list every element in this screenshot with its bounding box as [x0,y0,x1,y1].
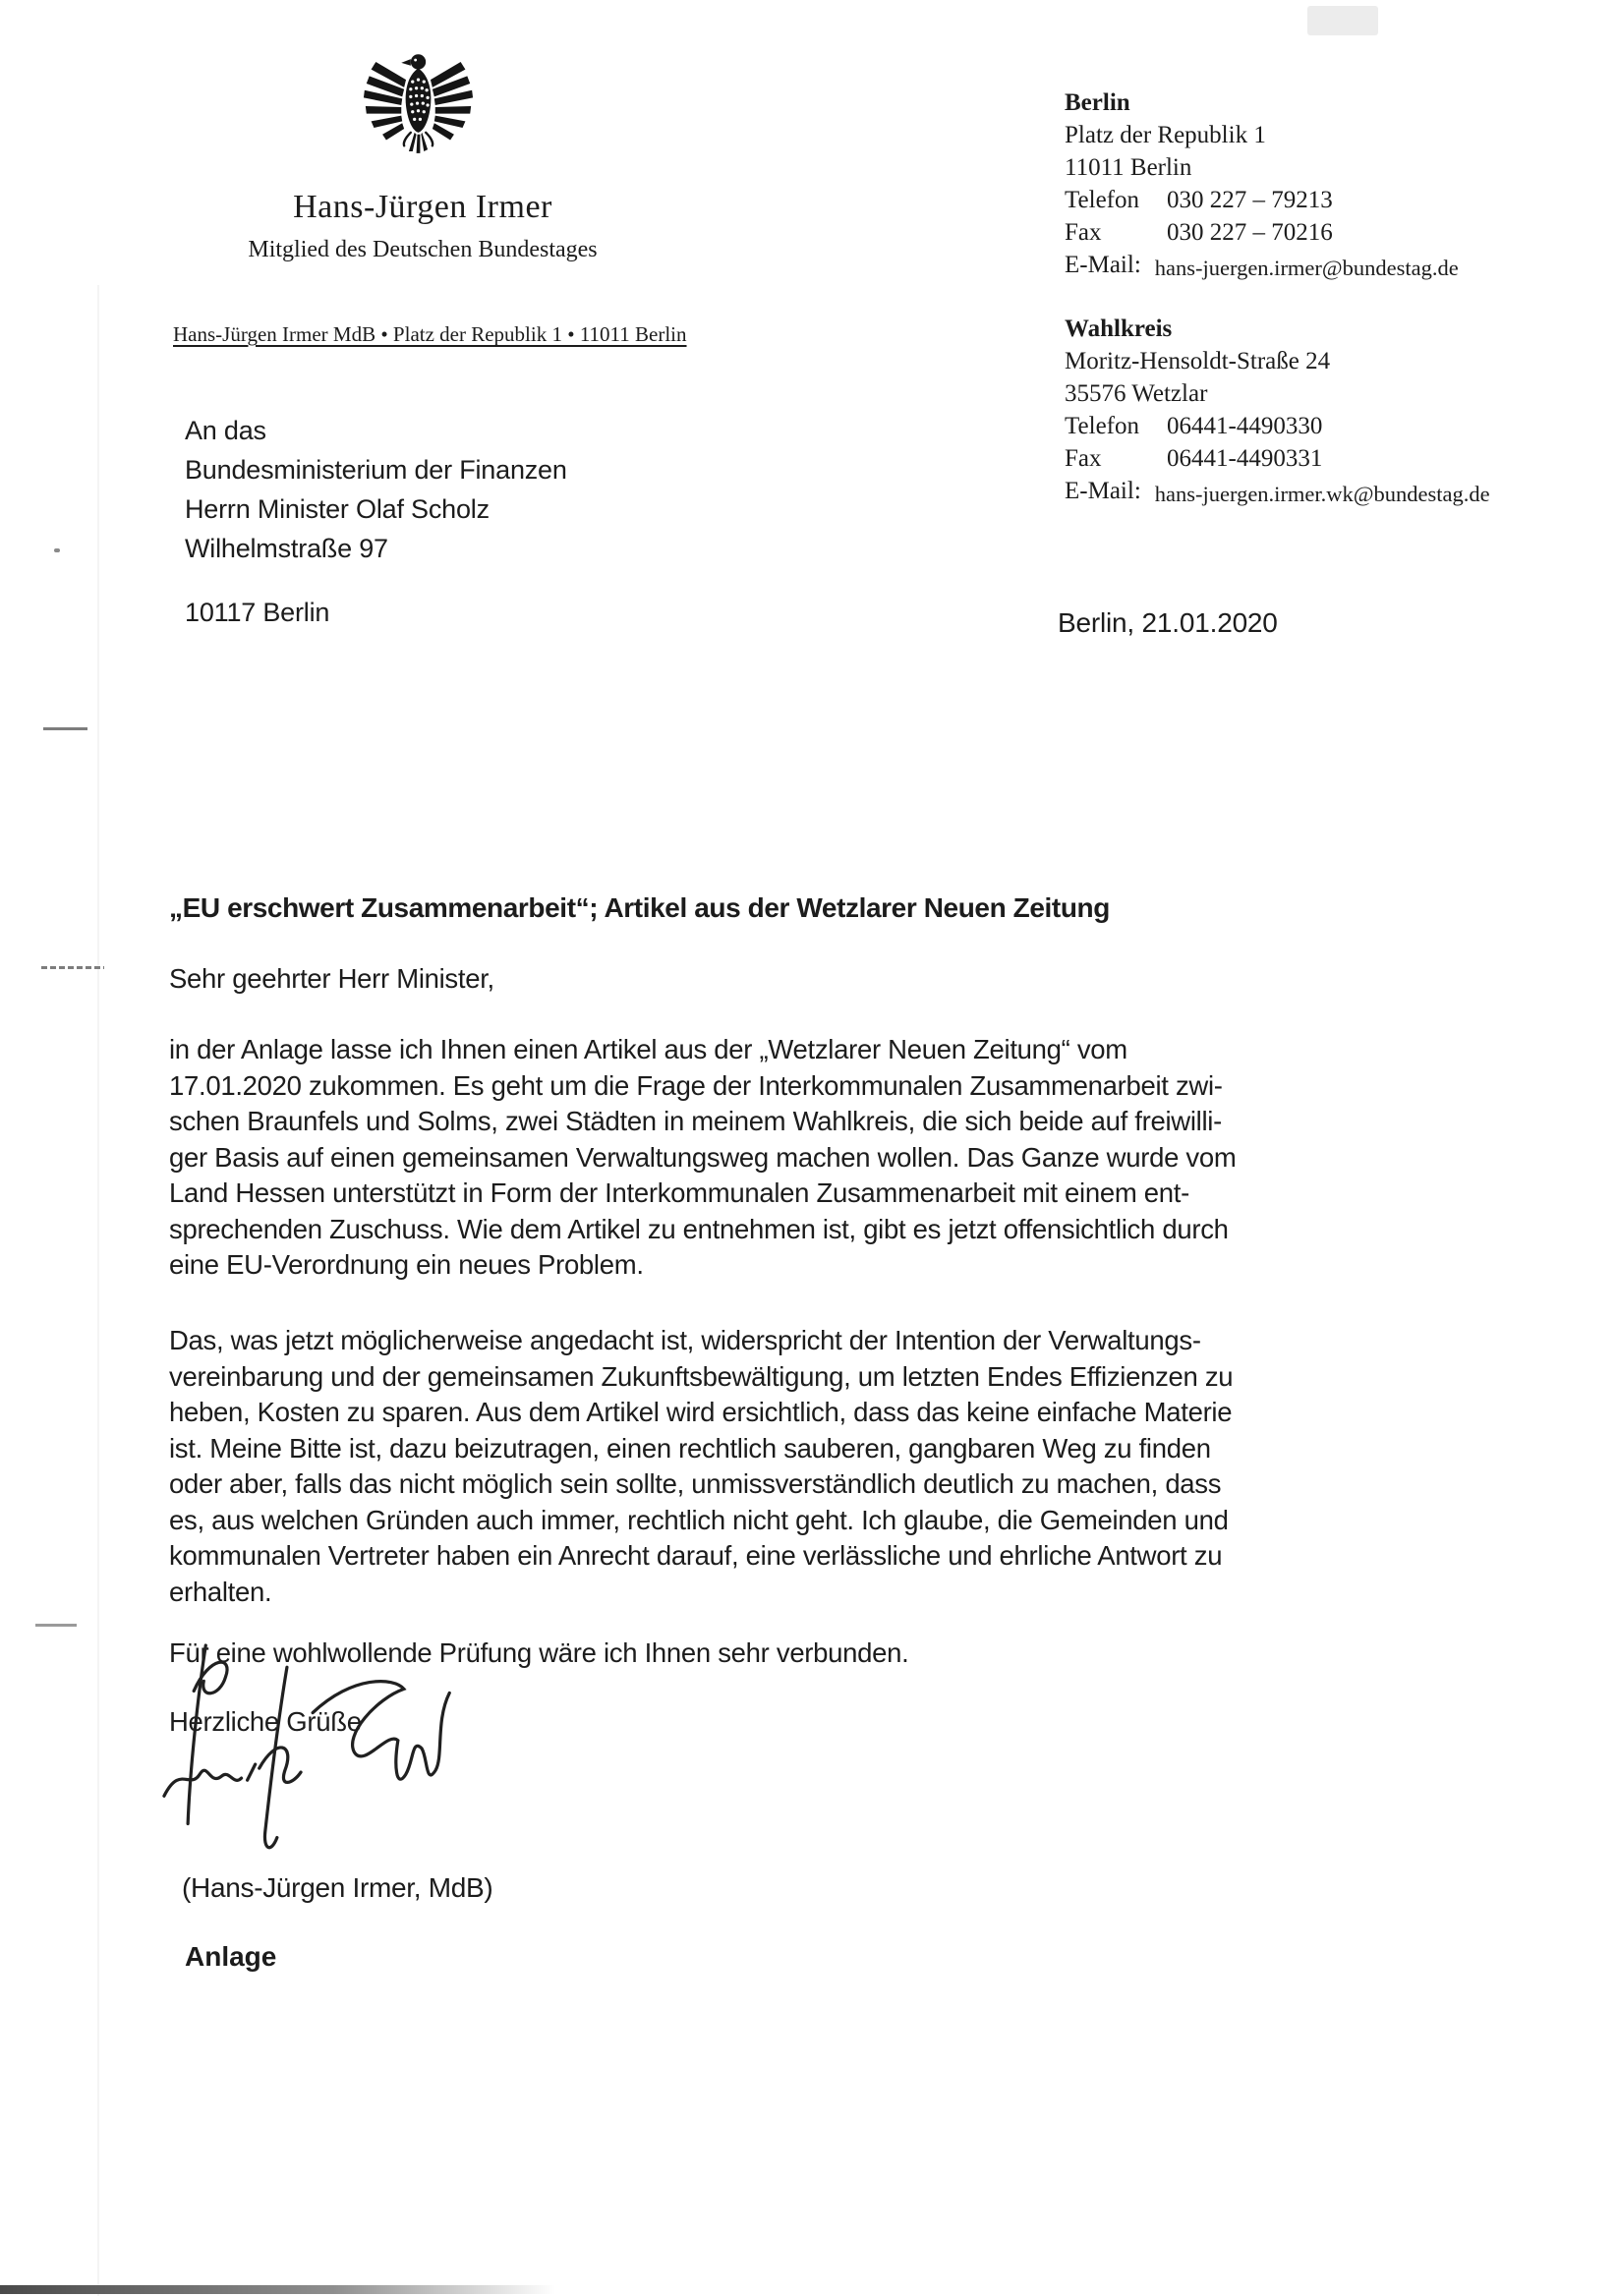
sender-name: Hans-Jürgen Irmer [293,189,552,225]
scan-artifact-bottom-bar [0,2285,555,2294]
signer-name-line: (Hans-Jürgen Irmer, MdB) [182,1872,493,1903]
recipient-line: Herrn Minister Olaf Scholz [185,494,490,524]
email-value: hans-juergen.irmer@bundestag.de [1154,256,1459,280]
contact-wahlkreis-heading: Wahlkreis [1065,316,1173,342]
body-line: 17.01.2020 zukommen. Es geht um die Frage der Interkommunalen Zusammenarbeit zwi- [169,1069,1223,1101]
fold-mark [43,727,87,730]
phone-value: 06441-4490330 [1167,413,1323,439]
fold-mark [41,966,104,969]
fax-value: 030 227 – 70216 [1167,219,1333,246]
email-value: hans-juergen.irmer.wk@bundestag.de [1154,482,1490,506]
greeting-line: Herzliche Grüße [169,1706,362,1737]
fold-mark [35,1624,77,1627]
recipient-address [185,411,567,632]
fax-value: 06441-4490331 [1167,445,1323,472]
body-line: sprechenden Zuschuss. Wie dem Artikel zu entnehmen ist, gibt es jetzt offensichtlich durch [169,1213,1229,1244]
salutation: Sehr geehrter Herr Minister, [169,963,494,994]
phone-label: Telefon [1065,413,1139,439]
fold-mark [54,548,60,552]
body-paragraph-2 [169,1323,1233,1610]
contact-berlin-heading: Berlin [1065,89,1130,116]
body-line: es, aus welchen Gründen auch immer, rechtlich nicht geht. Ich glaube, die Gemeinden und [169,1504,1229,1535]
body-line: kommunalen Vertreter haben ein Anrecht darauf, eine verlässliche und ehrliche Antwort zu [169,1540,1223,1571]
body-line: Land Hessen unterstützt in Form der Interkommunalen Zusammenarbeit mit einem ent- [169,1177,1189,1208]
bundestag-eagle-icon [362,41,475,171]
scan-artifact-vertical-line [97,285,99,2296]
phone-value: 030 227 – 79213 [1167,187,1333,213]
contact-wahlkreis-street: Moritz-Hensoldt-Straße 24 [1065,348,1331,374]
email-label: E-Mail: [1065,478,1141,504]
date-line: Berlin, 21.01.2020 [1058,607,1278,638]
scan-artifact-smudge [1307,6,1378,35]
recipient-city: 10117 Berlin [185,598,330,627]
body-line: schen Braunfels und Solms, zwei Städten in meinem Wahlkreis, die sich beide auf freiwilli- [169,1106,1222,1136]
body-line: erhalten. [169,1576,272,1607]
body-line: heben, Kosten zu sparen. Aus dem Artikel wird ersichtlich, dass das keine einfache Materie [169,1397,1233,1427]
recipient-line: Wilhelmstraße 97 [185,534,388,563]
closing-line: Für eine wohlwollende Prüfung wäre ich Ihnen sehr verbunden. [169,1637,909,1668]
body-line: Das, was jetzt möglicherweise angedacht ist, widerspricht der Intention der Verwaltungs- [169,1325,1201,1355]
body-line: ger Basis auf einen gemeinsamen Verwaltungsweg machen wollen. Das Ganze wurde vom [169,1141,1237,1173]
body-line: eine EU-Verordnung ein neues Problem. [169,1249,644,1280]
email-label: E-Mail: [1065,252,1141,278]
body-paragraph-1 [169,1032,1236,1284]
contact-block-berlin [1065,86,1576,284]
body-line: oder aber, falls das nicht möglich sein sollte, unmissverständlich deutlich zu machen, dass [169,1468,1222,1499]
body-line: ist. Meine Bitte ist, dazu beizutragen, einen rechtlich sauberen, gangbaren Weg zu finden [169,1432,1211,1464]
recipient-line: An das [185,416,266,445]
fax-label: Fax [1065,219,1102,246]
phone-label: Telefon [1065,187,1139,213]
recipient-line: Bundesministerium der Finanzen [185,455,567,485]
body-line: in der Anlage lasse ich Ihnen einen Artikel aus der „Wetzlarer Neuen Zeitung“ vom [169,1034,1127,1064]
sender-role: Mitglied des Deutschen Bundestages [248,237,598,262]
fax-label: Fax [1065,445,1102,472]
subject-line: „EU erschwert Zusammenarbeit“; Artikel aus der Wetzlarer Neuen Zeitung [169,892,1110,923]
contact-berlin-street: Platz der Republik 1 [1065,122,1266,148]
body-line: vereinbarung und der gemeinsamen Zukunftsbewältigung, um letzten Endes Effizienzen zu [169,1360,1234,1392]
return-address-line: Hans-Jürgen Irmer MdB • Platz der Republik 1 • 11011 Berlin [173,322,687,346]
handwritten-signature-icon [133,1639,457,1887]
enclosure-note: Anlage [185,1941,277,1972]
contact-berlin-city: 11011 Berlin [1065,154,1192,181]
contact-block-wahlkreis [1065,313,1576,510]
contact-wahlkreis-city: 35576 Wetzlar [1065,380,1208,407]
